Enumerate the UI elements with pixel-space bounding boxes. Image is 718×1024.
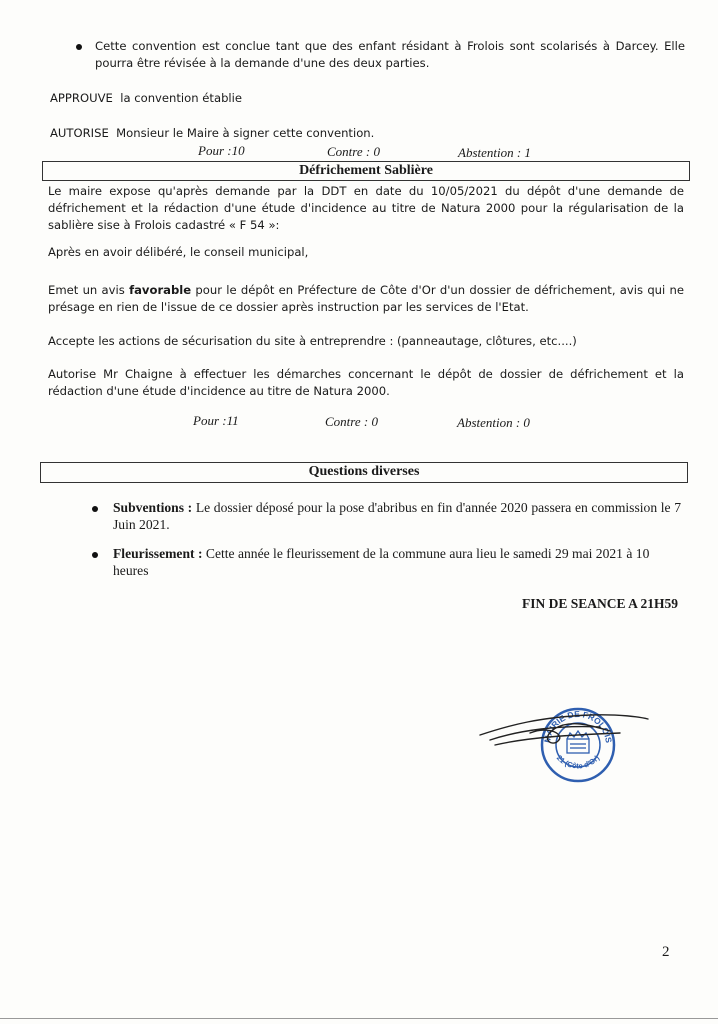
bullet-marker — [92, 552, 98, 558]
page-bottom-edge — [0, 1018, 718, 1019]
vote-pour-2: Pour :11 — [193, 413, 239, 428]
fleurissement-text: Cette année le fleurissement de la commune aura lieu le samedi 29 mai 2021 à 10 heures — [113, 546, 650, 578]
autorise-text: Monsieur le Maire à signer cette convention. — [116, 126, 375, 140]
defrichement-paragraph-5: Autorise Mr Chaigne à effectuer les démarches concernant le dépôt de dossier de défrichement et la rédaction d'une étude d'incidence au titre de Natura 2000. — [48, 367, 684, 398]
p3-intro: Emet un avis — [48, 283, 125, 297]
vote-abstention-1: Abstention : 1 — [458, 145, 531, 160]
subventions-item — [113, 499, 681, 533]
signature-stamp — [470, 695, 660, 795]
p3-rest: pour le dépôt en Préfecture de Côte d'Or d'un dossier de défrichement, avis qui ne présage en rien de l'issue de ce dossier après instruction par les services de l'Etat. — [48, 283, 685, 314]
approuve-text: la convention établie — [120, 91, 242, 105]
fleurissement-label: Fleurissement : — [113, 546, 203, 561]
bullet-marker — [92, 506, 98, 512]
defrichement-paragraph-3 — [48, 282, 684, 316]
vote-pour-1: Pour :10 — [198, 143, 245, 158]
defrichement-paragraph-2: Après en avoir délibéré, le conseil municipal, — [48, 245, 309, 259]
approuve-line — [50, 90, 550, 107]
subventions-label: Subventions : — [113, 500, 193, 515]
section-title-defrichement: Défrichement Sablière — [299, 163, 433, 178]
stamp-top-text: MAIRIE DE FROLOIS — [541, 708, 614, 744]
fin-de-seance: FIN DE SEANCE A 21H59 — [521, 596, 678, 611]
page-number: 2 — [662, 944, 670, 960]
section-header-questions — [40, 462, 688, 483]
convention-bullet-text: Cette convention est conclue tant que des enfant résidant à Frolois sont scolarisés à Darcey. Elle pourra être révisée à la demande d'une des deux parties. — [95, 39, 685, 70]
defrichement-paragraph-4: Accepte les actions de sécurisation du site à entreprendre : (panneautage, clôtures, etc....) — [48, 334, 577, 348]
section-header-defrichement — [42, 161, 690, 181]
subventions-text: Le dossier déposé pour la pose d'abribus en fin d'année 2020 passera en commission le 7 Juin 2021. — [113, 500, 681, 532]
vote-abstention-2: Abstention : 0 — [457, 415, 530, 430]
autorise-line — [50, 125, 550, 142]
fleurissement-item — [113, 545, 681, 579]
autorise-keyword: AUTORISE — [50, 126, 109, 140]
defrichement-paragraph-1: Le maire expose qu'après demande par la DDT en date du 10/05/2021 du dépôt d'une demande de défrichement et la rédaction d'une étude d'incidence au titre de Natura 2000 pour la régularisation de la sablière sise à Frolois cadastré « F 54 »: — [48, 184, 684, 232]
vote-contre-2: Contre : 0 — [325, 414, 378, 429]
approuve-keyword: APPROUVE — [50, 91, 113, 105]
stamp-bottom-text: 21 (Côte d'Or) — [554, 753, 602, 771]
vote-contre-1: Contre : 0 — [327, 144, 380, 159]
p3-favorable: favorable — [129, 283, 192, 297]
bullet-marker — [76, 44, 82, 50]
section-title-questions: Questions diverses — [308, 464, 420, 479]
